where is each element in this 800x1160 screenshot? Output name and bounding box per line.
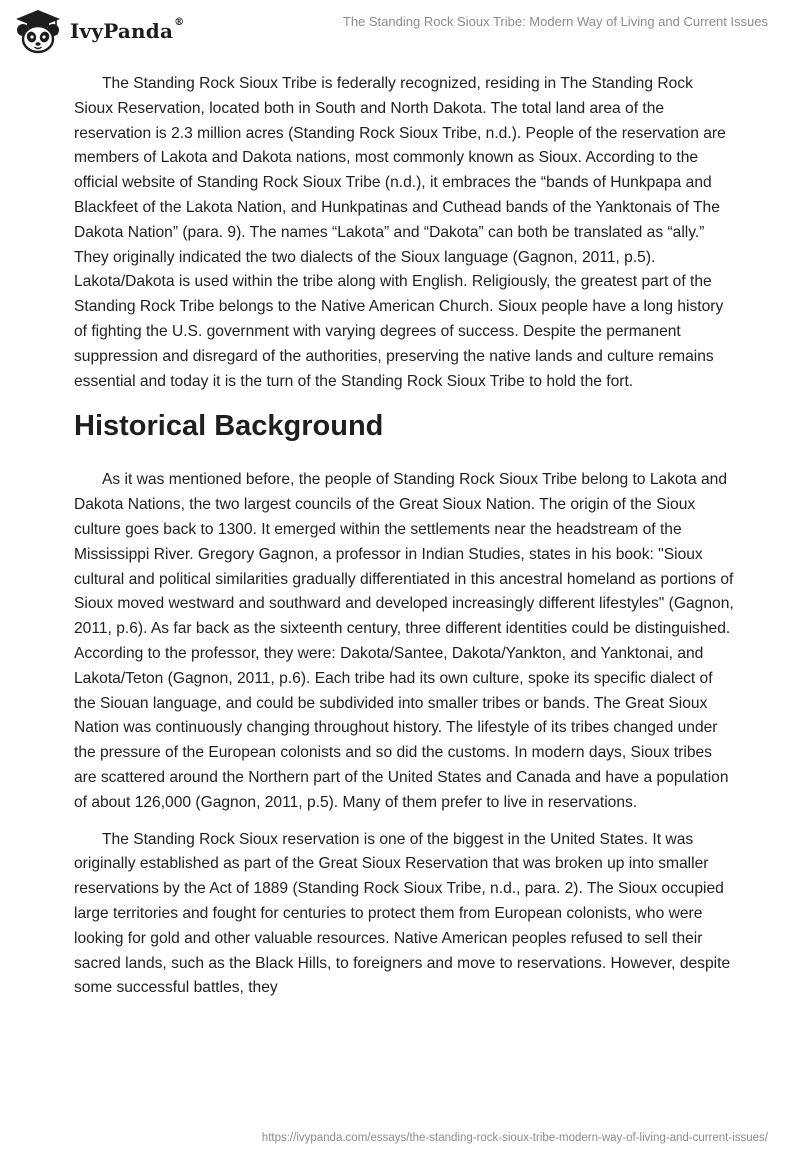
brand-logo[interactable] (14, 8, 184, 54)
essay-body (74, 72, 734, 1013)
paragraph-2: As it was mentioned before, the people of Standing Rock Sioux Tribe belong to Lakota and Dakota Nations, the two largest councils of the Great Sioux Nation. The origin of the Sioux culture goes back to 1300. It emerged within the settlements near the headstream of the Mississippi River. Gregory Gagnon, a professor in Indian Studies, states in his book: "Sioux cultural and political similarities gradually differentiated in this ancestral homeland as portions of Sioux moved westward and southward and developed increasingly different lifestyles" (Gagnon, 2011, p.6). As far back as the sixteenth century, three different identities could be distinguished. According to the professor, they were: Dakota/Santee, Dakota/Yankton, and Yanktonai, and Lakota/Teton (Gagnon, 2011, p.6). Each tribe had its own culture, spoke its specific dialect of the Siouan language, and could be subdivided into smaller tribes or bands. The Great Sioux Nation was continuously changing throughout history. The lifestyle of its tribes changed under the pressure of the European colonists and so did the customs. In modern days, Sioux tribes are scattered around the Northern part of the United States and Canada and have a population of about 126,000 (Gagnon, 2011, p.5). Many of them prefer to live in reservations. (74, 471, 734, 811)
panda-graduate-icon (14, 8, 62, 54)
brand-name (70, 19, 184, 43)
document-title: The Standing Rock Sioux Tribe: Modern Way of Living and Current Issues (342, 14, 768, 29)
intro-paragraph: The Standing Rock Sioux Tribe is federally recognized, residing in The Standing Rock Sioux Reservation, located both in South and North Dakota. The total land area of the reservation is 2.3 million acres (Standing Rock Sioux Tribe, n.d.). People of the reservation are members of Lakota and Dakota nations, most commonly known as Sioux. According to the official website of Standing Rock Sioux Tribe (n.d.), it embraces the “bands of Hunkpapa and Blackfeet of the Lakota Nation, and Hunkpatinas and Cuthead bands of the Yanktonais of The Dakota Nation” (para. 9). The names “Lakota” and “Dakota” can both be translated as “ally.” They originally indicated the two dialects of the Sioux language (Gagnon, 2011, p.5). Lakota/Dakota is used within the tribe along with English. Religiously, the greatest part of the Standing Rock Tribe belongs to the Native American Church. Sioux people have a long history of fighting the U.S. government with varying degrees of success. Despite the permanent suppression and disregard of the authorities, preserving the native lands and culture remains essential and today it is the turn of the Standing Rock Sioux Tribe to hold the fort. (74, 75, 726, 390)
brand-name-text: IvyPanda (70, 19, 174, 43)
section-heading: Historical Background (74, 410, 384, 443)
registered-mark: ® (174, 17, 185, 28)
page-header (0, 0, 800, 60)
source-url[interactable]: https://ivypanda.com/essays/the-standing-rock-sioux-tribe-modern-way-of-living-and-current-issues/ (261, 1132, 768, 1144)
paragraph-3: The Standing Rock Sioux reservation is one of the biggest in the United States. It was originally established as part of the Great Sioux Reservation that was broken up into smaller reservations by the Act of 1889 (Standing Rock Sioux Tribe, n.d., para. 2). The Sioux occupied large territories and fought for centuries to protect them from European colonists, who were looking for gold and other valuable resources. Native American peoples refused to sell their sacred lands, such as the Black Hills, to foreigners and move to reservations. However, despite some successful battles, they (74, 830, 731, 997)
